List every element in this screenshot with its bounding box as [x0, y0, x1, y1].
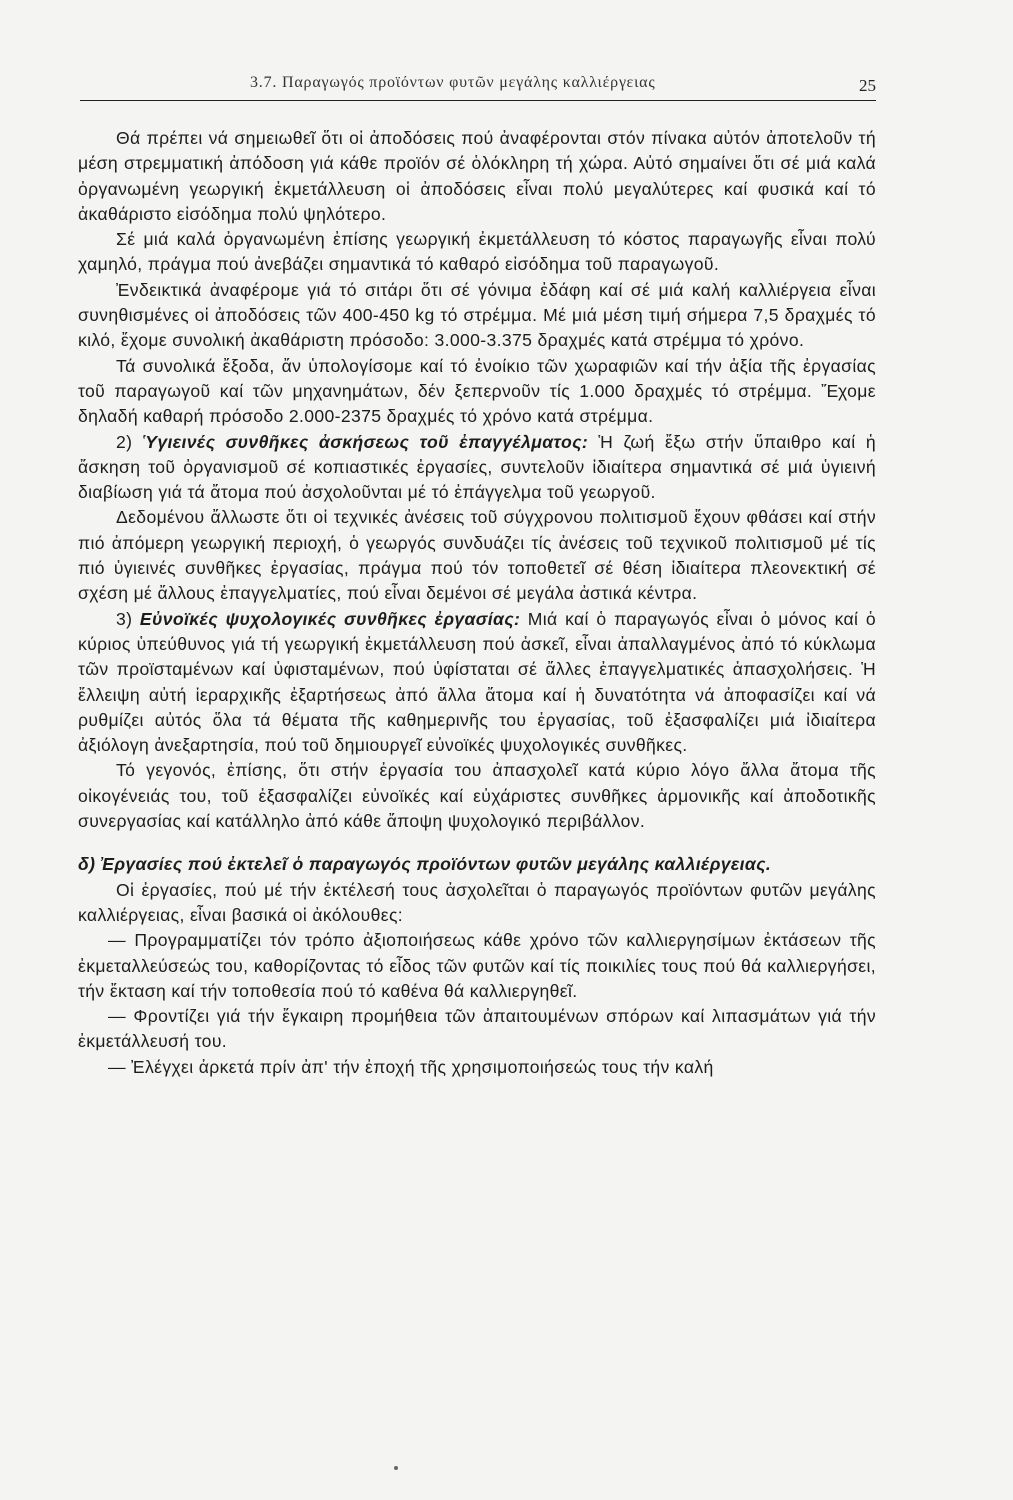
- page-header: [80, 72, 876, 101]
- section-intro: Οἱ ἐργασίες, πού μέ τήν ἐκτέλεσή τους ἀσχολεῖται ὁ παραγωγός προϊόντων φυτῶν μεγάλης καλλιέργειας, εἶναι βασικά οἱ ἀκόλουθες:: [78, 879, 876, 925]
- list-item: — Φροντίζει γιά τήν ἔγκαιρη προμήθεια τῶν ἀπαιτουμένων σπόρων καί λιπασμάτων γιά τήν ἐκμετάλλευσή του.: [78, 1006, 876, 1052]
- list-number: 3): [116, 608, 140, 629]
- paragraph-health: [78, 430, 876, 506]
- paragraph: Ἐνδεικτικά ἀναφέρομε γιά τό σιτάρι ὅτι σέ γόνιμα ἐδάφη καί σέ μιά καλή καλλιέργεια εἶναι συνηθισμένες οἱ ἀποδόσεις τῶν 400-450 kg τό στρέμμα. Μέ μιά μέση τιμή σήμερα 7,5 δραχμές τό κιλό, ἔχομε συνολική ἀκαθάριστη πρόσοδο: 3.000-3.375 δραχμές κατά στρέμμα τό χρόνο.: [78, 279, 876, 351]
- paragraph-text: Μιά καί ὁ παραγωγός εἶναι ὁ μόνος καί ὁ κύριος ὑπεύθυνος γιά τή γεωργική ἐκμετάλλευση πού ἀσκεῖ, εἶναι ἀπαλλαγμένος ἀπό τό κύκλωμα τῶν προϊσταμένων καί ὑφισταμένων, πού ὑφίσταται σέ ἄλλες ἐπαγγελματικές ἀπασχολήσεις. Ἡ ἔλλειψη αὐτή ἱεραρχικῆς ἐξαρτήσεως ἀπό ἄλλα ἄτομα καί ἡ δυνατότητα νά ἀποφασίζει καί νά ρυθμίζει αὐτός ὅλα τά θέματα τῆς καθημερινῆς του ἐργασίας, τοῦ ἐξασφαλίζει μιά ἰδιαίτερα ἀξιόλογη ἀνεξαρτησία, πού τοῦ δημιουργεῖ εὐνοϊκές ψυχολογικές συνθῆκες.: [78, 608, 876, 756]
- list-number: 2): [116, 431, 143, 452]
- body-text: [78, 126, 876, 1080]
- scan-speck: [394, 1466, 398, 1470]
- subheading-psychology: Εὐνοϊκές ψυχολογικές συνθῆκες ἐργασίας:: [139, 608, 521, 629]
- subheading-health: Ὑγιεινές συνθῆκες ἀσκήσεως τοῦ ἐπαγγέλματος:: [142, 431, 589, 452]
- paragraph-psychology: [78, 607, 876, 759]
- paragraph: Τά συνολικά ἔξοδα, ἄν ὑπολογίσομε καί τό ἐνοίκιο τῶν χωραφιῶν καί τήν ἀξία τῆς ἐργασίας τοῦ παραγωγοῦ καί τῶν μηχανημάτων, δέν ξεπερνοῦν τίς 1.000 δραχμές τό στρέμμα. Ἔχομε δηλαδή καθαρή πρόσοδο 2.000-2375 δραχμές τό χρόνο κατά στρέμμα.: [78, 355, 876, 427]
- paragraph: Τό γεγονός, ἐπίσης, ὅτι στήν ἐργασία του ἀπασχολεῖ κατά κύριο λόγο ἄλλα ἄτομα τῆς οἰκογένειάς του, τοῦ ἐξασφαλίζει εὐνοϊκές καί εὐχάριστες συνθῆκες ἁρμονικῆς καί ἀποδοτικῆς συνεργασίας καί κατάλληλο ἀπό κάθε ἄποψη ψυχολογικό περιβάλλον.: [78, 760, 876, 832]
- paragraph-text: Ἡ ζωή ἔξω στήν ὕπαιθρο καί ἡ ἄσκηση τοῦ ὀργανισμοῦ σέ κοπιαστικές ἐργασίες, συντελοῦν ἰδιαίτερα σημαντικά σέ μιά ὑγιεινή διαβίωση γιά τά ἄτομα πού ἀσχολοῦνται μέ τό ἐπάγγελμα τοῦ γεωργοῦ.: [78, 431, 876, 503]
- running-title: 3.7. Παραγωγός προϊόντων φυτῶν μεγάλης καλλιέργειας: [250, 74, 656, 91]
- paragraph: Θά πρέπει νά σημειωθεῖ ὅτι οἱ ἀποδόσεις πού ἀναφέρονται στόν πίνακα αὐτόν ἀποτελοῦν τή μέση στρεμματική ἀπόδοση γιά κάθε προϊόν σέ ὁλόκληρη τή χώρα. Αὐτό σημαίνει ὅτι σέ μιά καλά ὀργανωμένη γεωργική ἐκμετάλλευση οἱ ἀποδόσεις εἶναι πολύ μεγαλύτερες καί φυσικά καί τό ἀκαθάριστο εἰσόδημα πολύ ψηλότερο.: [78, 128, 876, 224]
- paragraph: Σέ μιά καλά ὀργανωμένη ἐπίσης γεωργική ἐκμετάλλευση τό κόστος παραγωγῆς εἶναι πολύ χαμηλό, πράγμα πού ἀνεβάζει σημαντικά τό καθαρό εἰσόδημα τοῦ παραγωγοῦ.: [78, 229, 876, 275]
- paragraph: Δεδομένου ἄλλωστε ὅτι οἱ τεχνικές ἀνέσεις τοῦ σύγχρονου πολιτισμοῦ ἔχουν φθάσει καί στήν πιό ἀπόμερη γεωργική περιοχή, ὁ γεωργός συνδυάζει τίς ἀνέσεις τοῦ τεχνικοῦ πολιτισμοῦ μέ τίς πιό ὑγιεινές συνθῆκες ἐργασίας, πράγμα πού τόν τοποθετεῖ σέ θέση ἰδιαίτερα πλεονεκτική σέ σχέση μέ ἄλλους ἐπαγγελματίες, πού εἶναι δεμένοι σέ μεγάλα ἀστικά κέντρα.: [78, 507, 876, 604]
- list-item: — Προγραμματίζει τόν τρόπο ἀξιοποιήσεως κάθε χρόνο τῶν καλλιεργησίμων ἐκτάσεων τῆς ἐκμεταλλεύσεώς του, καθορίζοντας τό εἶδος τῶν φυτῶν καί τίς ποικιλίες τους πού θά καλλιεργήσει, τήν ἔκταση καί τήν τοποθεσία πού τό καθένα θά καλλιεργηθεῖ.: [78, 930, 876, 1001]
- section-heading-d: δ) Ἐργασίες πού ἐκτελεῖ ὁ παραγωγός προϊόντων φυτῶν μεγάλης καλλιέργειας.: [78, 854, 772, 875]
- page-number: 25: [859, 76, 876, 95]
- list-item: — Ἐλέγχει ἀρκετά πρίν ἀπ' τήν ἐποχή τῆς χρησιμοποιήσεώς τους τήν καλή: [108, 1056, 714, 1077]
